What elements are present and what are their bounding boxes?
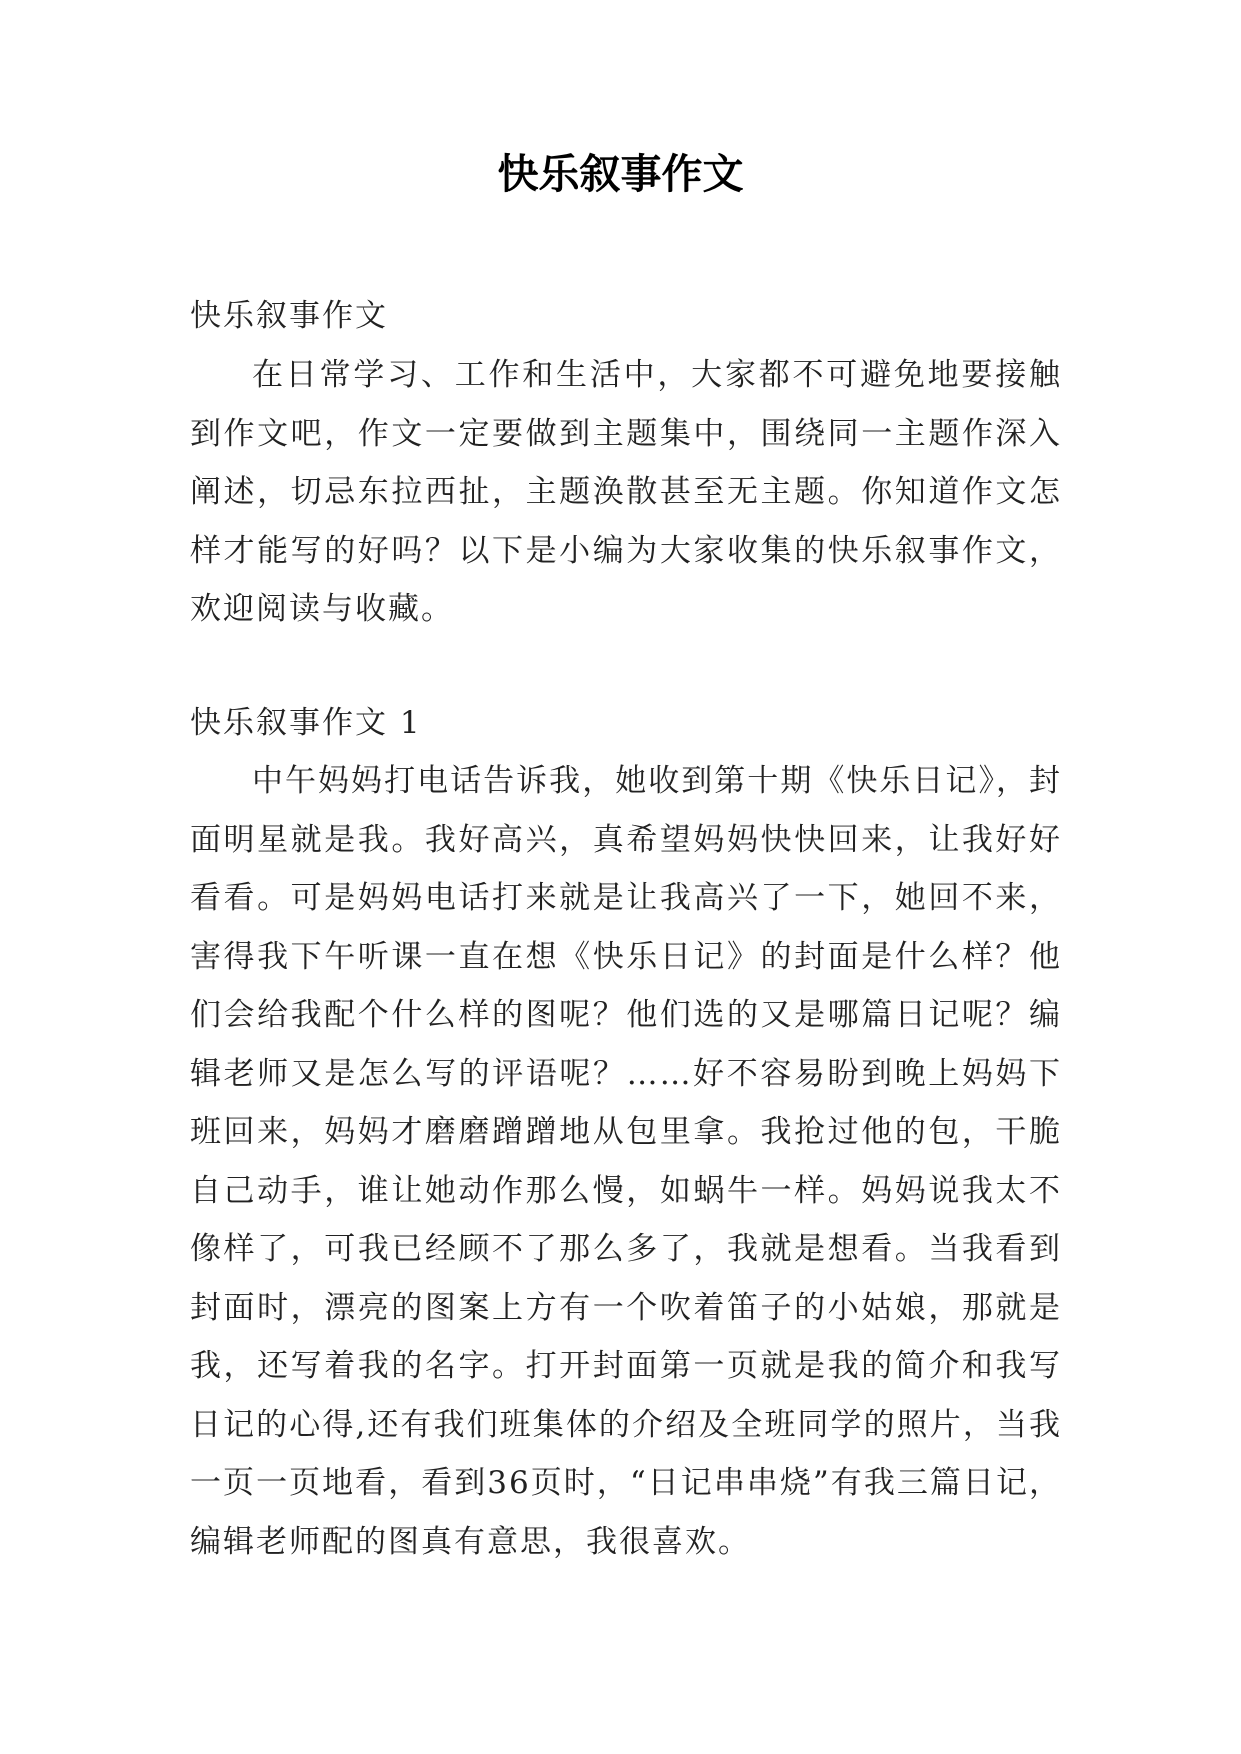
- intro-heading: 快乐叙事作文: [190, 298, 388, 334]
- essay-1-paragraph: 中午妈妈打电话告诉我，她收到第十期《快乐日记》，封面明星就是我。我好高兴，真希望妈妈快快回来，让我好好看看。可是妈妈电话打来就是让我高兴了一下，她回不来，害得我下午听课一直在想《快乐日记》的封面是什么样？他们会给我配个什么样的图呢？他们选的又是哪篇日记呢？编辑老师又是怎么写的评语呢？……好不容易盼到晚上妈妈下班回来，妈妈才磨磨蹭蹭地从包里拿。我抢过他的包，干脆自己动手，谁让她动作那么慢，如蜗牛一样。妈妈说我太不像样了，可我已经顾不了那么多了，我就是想看。当我看到封面时，漂亮的图案上方有一个吹着笛子的小姑娘，那就是我，还写着我的名字。打开封面第一页就是我的简介和我写日记的心得,还有我们班集体的介绍及全班同学的照片，当我一页一页地看，看到36页时，“日记串串烧”有我三篇日记，编辑老师配的图真有意思，我很喜欢。: [190, 763, 1062, 1560]
- document-title: 快乐叙事作文: [497, 150, 744, 198]
- intro-paragraph: 在日常学习、工作和生活中，大家都不可避免地要接触到作文吧，作文一定要做到主题集中，围绕同一主题作深入阐述，切忌东拉西扯，主题涣散甚至无主题。你知道作文怎样才能写的好吗？以下是小编为大家收集的快乐叙事作文，欢迎阅读与收藏。: [190, 357, 1062, 627]
- essay-1-heading: 快乐叙事作文 1: [190, 705, 422, 741]
